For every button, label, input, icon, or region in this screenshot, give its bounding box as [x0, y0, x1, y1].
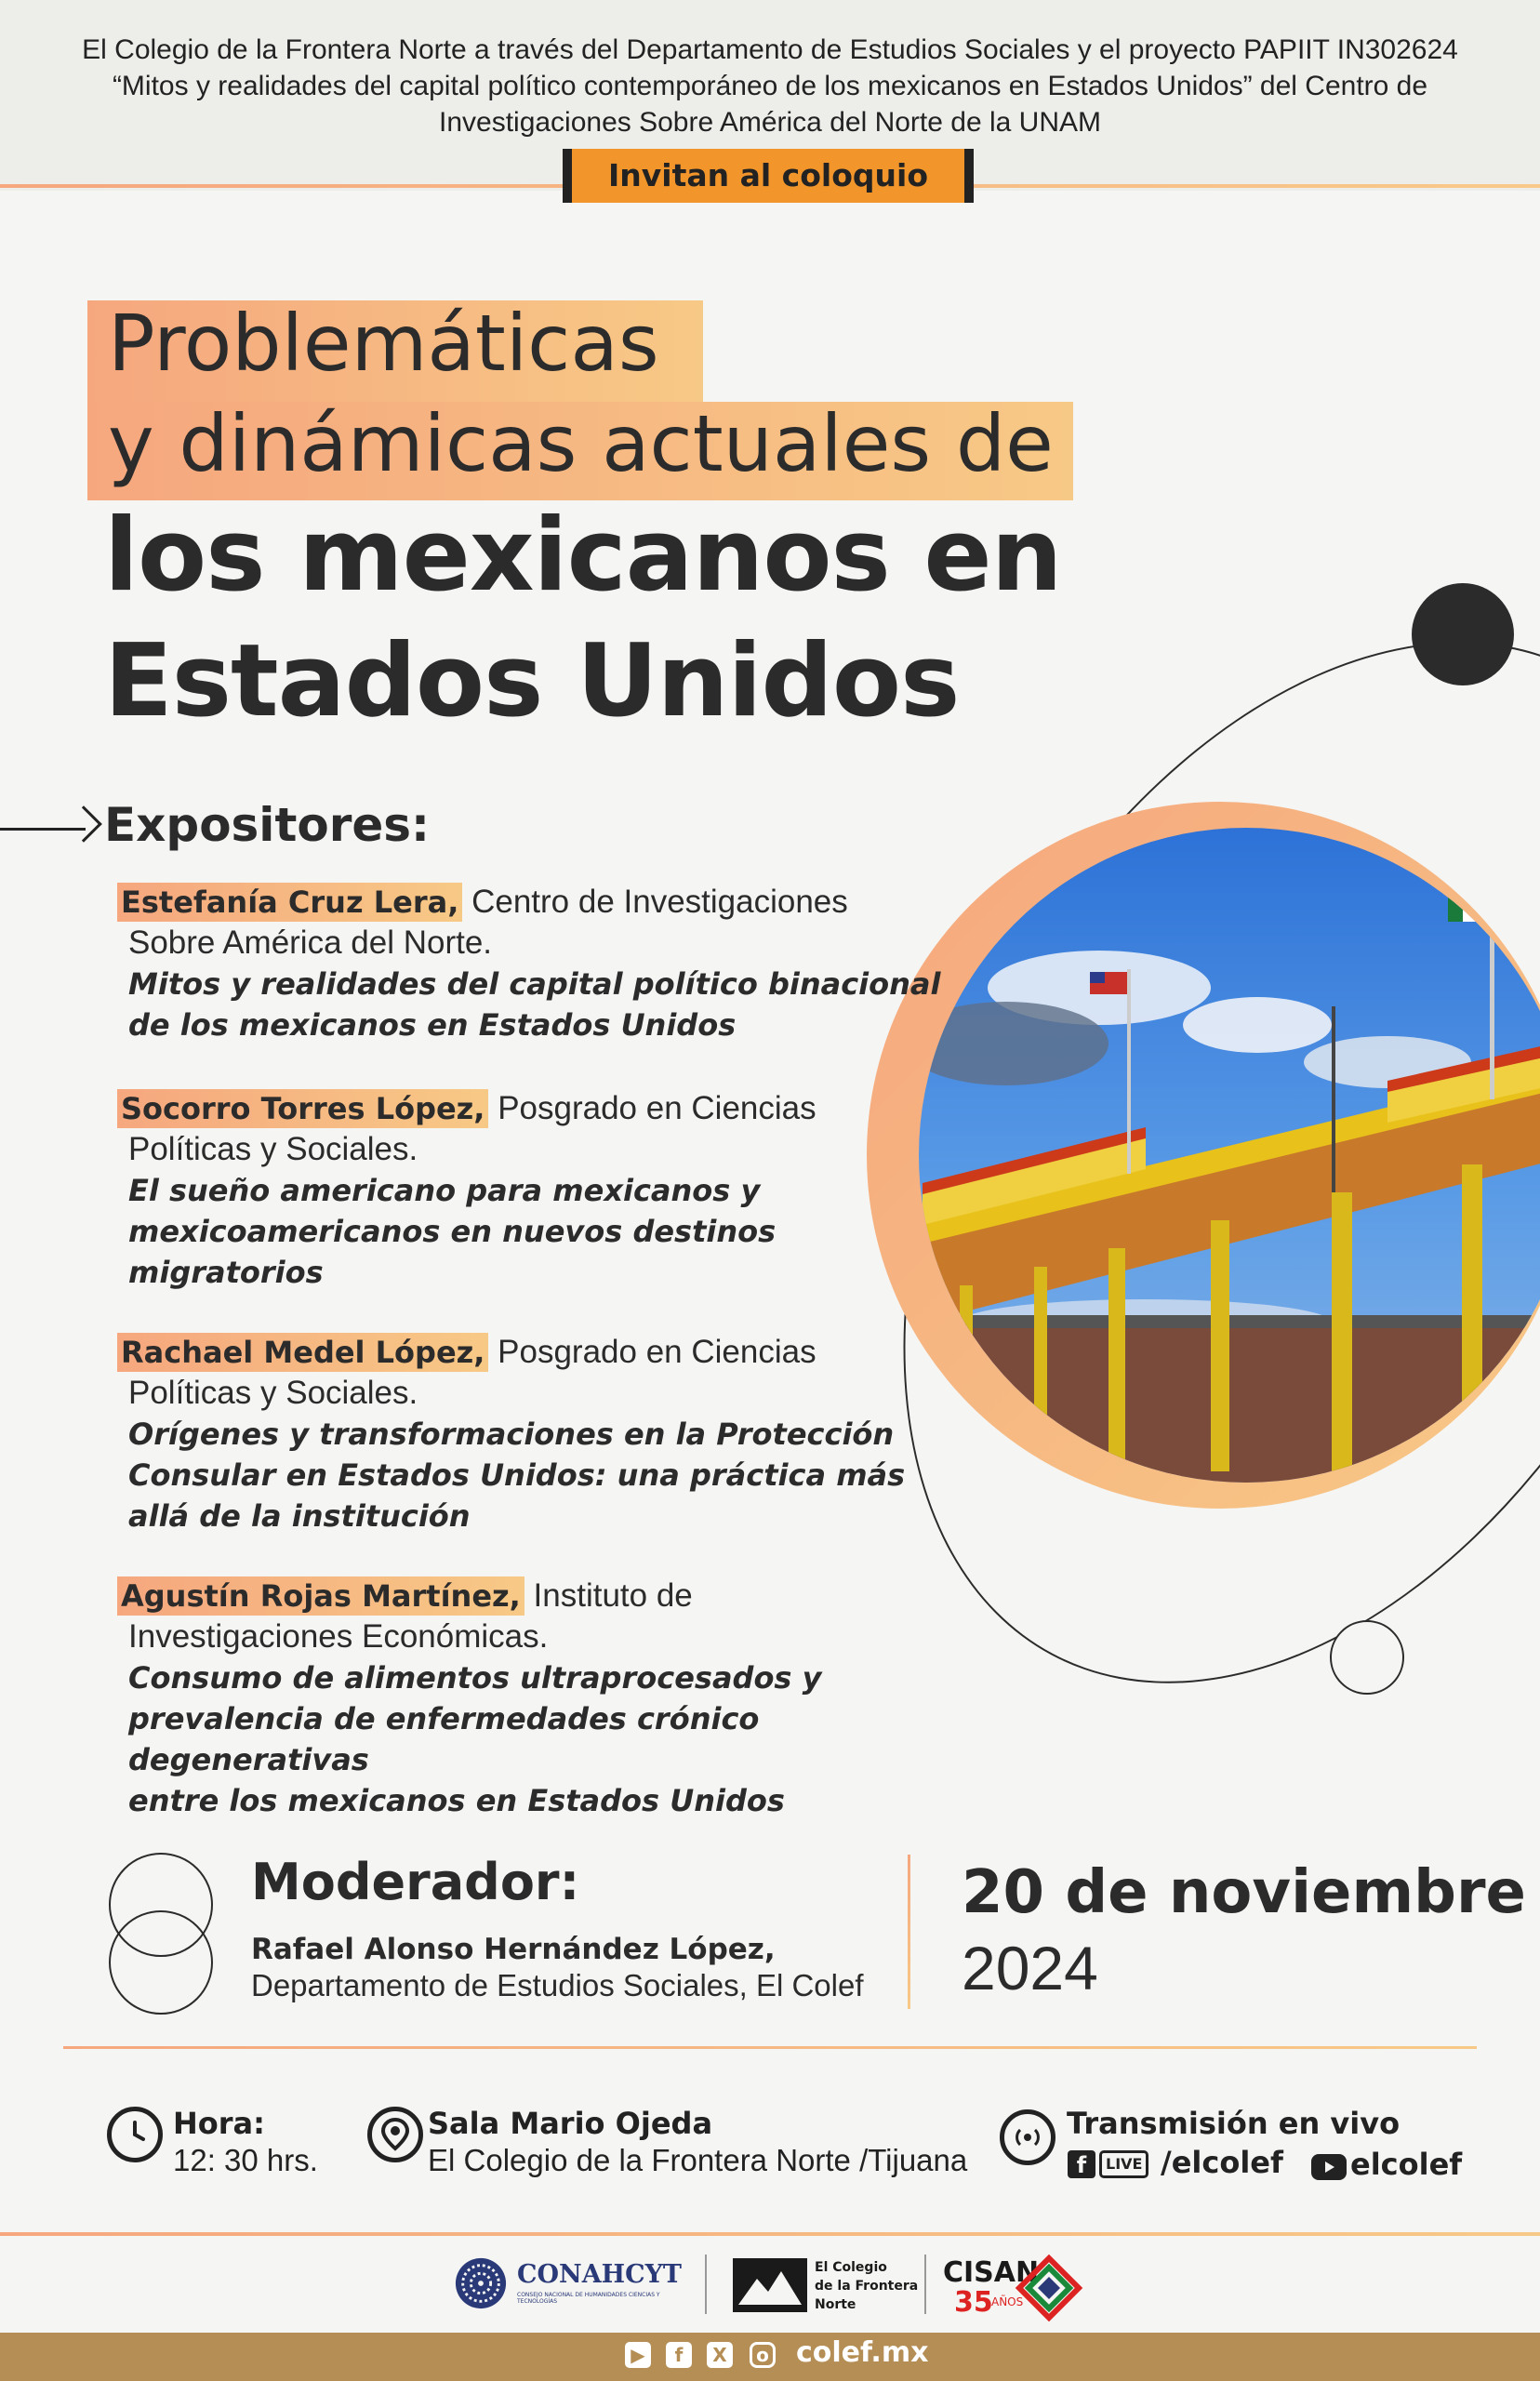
- colef-line-1: El Colegio: [815, 2260, 887, 2275]
- title-line-2: y dinámicas actuales de: [108, 398, 1054, 489]
- speaker-name: Socorro Torres López,: [117, 1089, 488, 1128]
- hour-label: Hora:: [173, 2106, 265, 2141]
- speaker-item: [121, 1576, 965, 1821]
- title-line-3: los mexicanos en: [104, 498, 1062, 614]
- event-year: 2024: [962, 1934, 1098, 2002]
- speaker-affiliation-cont: Investigaciones Económicas.: [128, 1618, 549, 1655]
- speaker-affiliation: Posgrado en Ciencias: [498, 1334, 816, 1370]
- speaker-name: Agustín Rojas Martínez,: [117, 1576, 524, 1616]
- speaker-item: [121, 1332, 947, 1536]
- header-line-2: “Mitos y realidades del capital político contemporáneo de los mexicanos en Estados Unidos” del Centro de: [112, 71, 1428, 101]
- cisan-logo-icon: [1014, 2253, 1084, 2323]
- section-divider: [63, 2046, 1477, 2049]
- speaker-name: Estefanía Cruz Lera,: [117, 883, 462, 922]
- speaker-talk-title: El sueño americano para mexicanos y: [128, 1173, 761, 1208]
- speaker-affiliation: Centro de Investigaciones: [471, 884, 848, 920]
- speaker-talk-title-cont: prevalencia de enfermedades crónico degenerativas: [128, 1701, 760, 1777]
- colef-line-2: de la Frontera: [815, 2279, 919, 2294]
- speaker-item: [121, 1088, 947, 1293]
- speaker-talk-title-cont: migratorios: [128, 1255, 324, 1290]
- youtube-icon[interactable]: [1311, 2154, 1347, 2180]
- speaker-affiliation-cont: Políticas y Sociales.: [128, 1375, 418, 1411]
- broadcast-icon: [1000, 2109, 1055, 2165]
- moderator-heading: Moderador:: [251, 1853, 580, 1911]
- conahcyt-wordmark: CONAHCYT: [517, 2260, 683, 2289]
- location-pin-icon: [367, 2107, 423, 2162]
- facebook-handle[interactable]: /elcolef: [1161, 2145, 1283, 2180]
- header-intro: [0, 32, 1540, 140]
- speaker-talk-title-cont: Consular en Estados Unidos: una práctica más: [128, 1457, 906, 1493]
- speaker-talk-title: Consumo de alimentos ultraprocesados y: [128, 1660, 822, 1696]
- event-date: 20 de noviembre: [962, 1858, 1526, 1927]
- facebook-icon[interactable]: f: [1068, 2150, 1095, 2178]
- cisan-years: 35: [954, 2286, 993, 2319]
- speaker-affiliation: Instituto de: [533, 1577, 693, 1614]
- cisan-anos: AÑOS: [991, 2295, 1024, 2308]
- speaker-affiliation-cont: Sobre América del Norte.: [128, 924, 493, 961]
- header-line-3: Investigaciones Sobre América del Norte de la UNAM: [438, 107, 1101, 138]
- decor-rings: [107, 1851, 219, 2018]
- conahcyt-subtitle: CONSEJO NACIONAL DE HUMANIDADES CIENCIAS Y TECNOLOGÍAS: [517, 2292, 660, 2305]
- facebook-icon[interactable]: f: [666, 2342, 692, 2368]
- speaker-name: Rachael Medel López,: [117, 1333, 488, 1372]
- decor-dark-dot: [1412, 583, 1514, 685]
- expositores-heading: Expositores:: [104, 798, 431, 852]
- speaker-talk-title-cont: entre los mexicanos en Estados Unidos: [128, 1783, 785, 1818]
- header-line-1: El Colegio de la Frontera Norte a través del Departamento de Estudios Sociales y el proyecto PAPIIT IN302624: [82, 34, 1458, 65]
- moderator-dept: Departamento de Estudios Sociales, El Colef: [251, 1968, 864, 2002]
- bridge-photo: [867, 802, 1540, 1509]
- colef-logo-icon: [733, 2258, 807, 2312]
- clock-icon: [107, 2107, 163, 2162]
- colef-line-3: Norte: [815, 2297, 856, 2312]
- speaker-talk-title: Mitos y realidades del capital político binacional: [128, 966, 941, 1002]
- venue-name: Sala Mario Ojeda: [428, 2106, 713, 2141]
- conahcyt-logo-icon: [454, 2256, 508, 2310]
- logo-separator: [924, 2255, 926, 2314]
- arrow-right-icon: [65, 805, 102, 843]
- invite-badge: Invitan al coloquio: [563, 149, 974, 203]
- fb-live-badge: LIVE: [1099, 2150, 1148, 2178]
- speaker-affiliation: Posgrado en Ciencias: [498, 1090, 816, 1126]
- speaker-talk-title-cont: allá de la institución: [128, 1498, 471, 1534]
- speaker-affiliation-cont: Políticas y Sociales.: [128, 1131, 418, 1167]
- hour-value: 12: 30 hrs.: [173, 2143, 318, 2177]
- speaker-talk-title: Orígenes y transformaciones en la Protección: [128, 1417, 895, 1452]
- speaker-item: [121, 882, 947, 1045]
- x-icon[interactable]: X: [707, 2342, 733, 2368]
- decor-light-dot: [1330, 1620, 1404, 1695]
- cisan-wordmark: CISAN: [943, 2256, 1040, 2289]
- title-line-1: Problemáticas: [108, 298, 659, 389]
- moderator-name: Rafael Alonso Hernández López,: [251, 1933, 776, 1966]
- venue-address: El Colegio de la Frontera Norte /Tijuana: [428, 2143, 968, 2177]
- instagram-icon[interactable]: o: [750, 2342, 776, 2368]
- website-link[interactable]: colef.mx: [796, 2336, 929, 2369]
- logo-separator: [705, 2255, 707, 2314]
- youtube-handle[interactable]: elcolef: [1350, 2147, 1463, 2182]
- vertical-divider: [908, 1855, 910, 2009]
- colef-wordmark: [815, 2258, 918, 2314]
- title-line-4: Estados Unidos: [104, 623, 960, 739]
- sponsor-logos: [0, 2236, 1540, 2333]
- youtube-icon[interactable]: ▶: [625, 2342, 651, 2368]
- stream-label: Transmisión en vivo: [1067, 2106, 1401, 2141]
- speaker-talk-title-cont: mexicoamericanos en nuevos destinos: [128, 1214, 777, 1249]
- speaker-talk-title-cont: de los mexicanos en Estados Unidos: [128, 1007, 737, 1043]
